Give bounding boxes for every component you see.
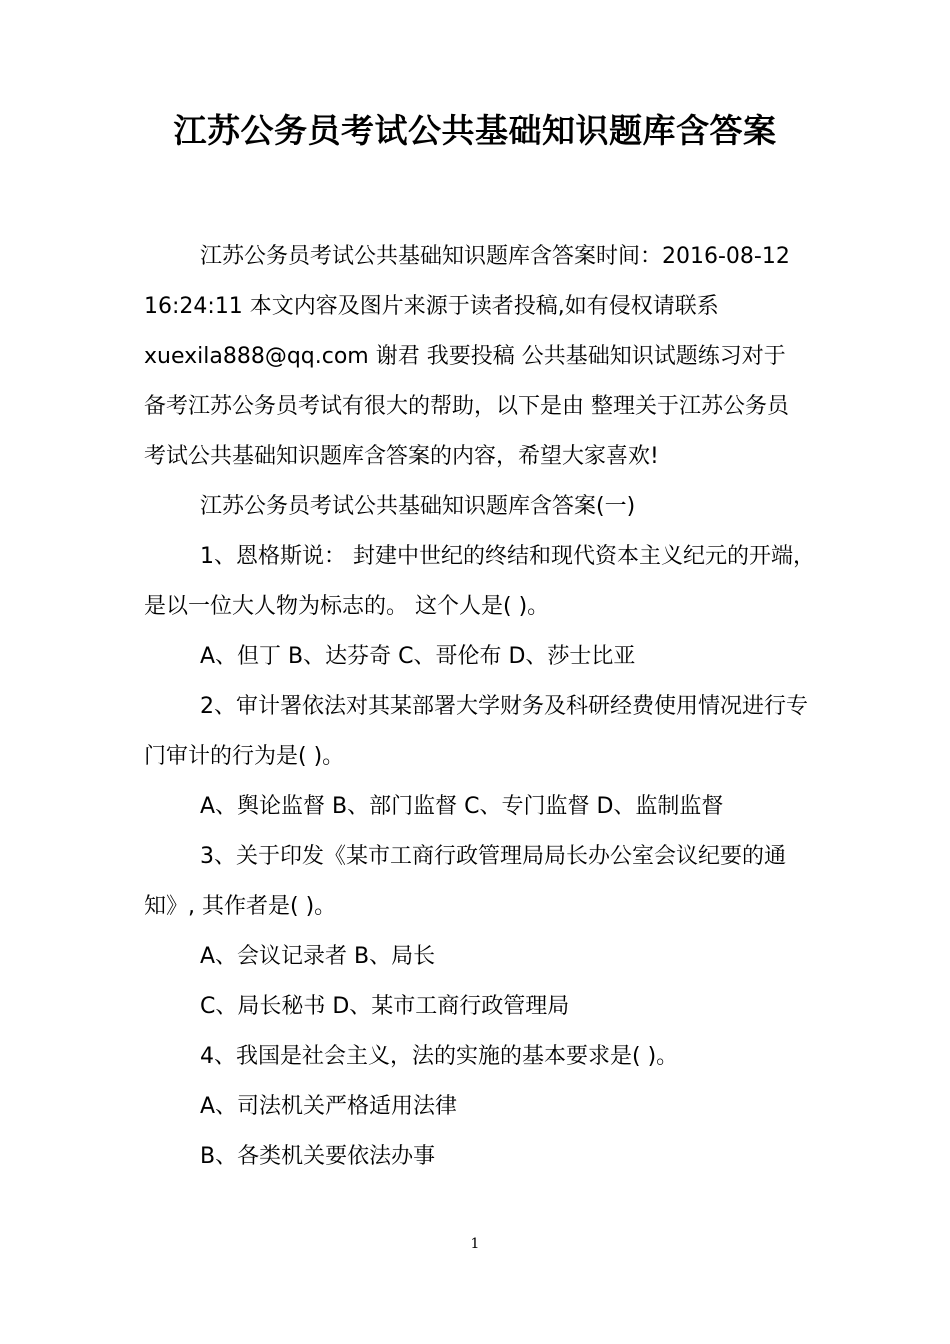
question-3-text-continued: 知》, 其作者是( )。	[144, 894, 337, 919]
question-4-option-a: A、司法机关严格适用法律	[200, 1094, 458, 1119]
intro-line: 考试公共基础知识题库含答案的内容，希望大家喜欢!	[144, 444, 659, 469]
question-3-text: 3、关于印发《某市工商行政管理局局长办公室会议纪要的通	[200, 844, 786, 869]
question-4-text: 4、我国是社会主义，法的实施的基本要求是( )。	[200, 1044, 679, 1069]
question-3-options-cd: C、局长秘书 D、某市工商行政管理局	[200, 994, 570, 1019]
document-title: 江苏公务员考试公共基础知识题库含答案	[173, 111, 777, 150]
section-heading: 江苏公务员考试公共基础知识题库含答案(一)	[200, 494, 636, 519]
question-2-options: A、舆论监督 B、部门监督 C、专门监督 D、监制监督	[200, 794, 724, 819]
question-1-text: 1、恩格斯说： 封建中世纪的终结和现代资本主义纪元的开端，	[200, 544, 815, 569]
intro-line: 16:24:11 本文内容及图片来源于读者投稿,如有侵权请联系	[144, 294, 719, 319]
question-1-text-continued: 是以一位大人物为标志的。 这个人是( )。	[144, 594, 550, 619]
page-number: 1	[470, 1236, 480, 1252]
question-1-options: A、但丁 B、达芬奇 C、哥伦布 D、莎士比亚	[200, 644, 636, 669]
question-3-options-ab: A、会议记录者 B、局长	[200, 944, 436, 969]
intro-line: xuexila888@qq.com 谢君 我要投稿 公共基础知识试题练习对于	[144, 344, 786, 369]
question-4-option-b: B、各类机关要依法办事	[200, 1144, 436, 1169]
intro-line: 备考江苏公务员考试有很大的帮助，以下是由 整理关于江苏公务员	[144, 394, 789, 419]
question-2-text: 2、审计署依法对其某部署大学财务及科研经费使用情况进行专	[200, 694, 808, 719]
document-body	[144, 232, 815, 1182]
question-2-text-continued: 门审计的行为是( )。	[144, 744, 345, 769]
intro-line: 江苏公务员考试公共基础知识题库含答案时间：2016-08-12	[200, 244, 790, 269]
